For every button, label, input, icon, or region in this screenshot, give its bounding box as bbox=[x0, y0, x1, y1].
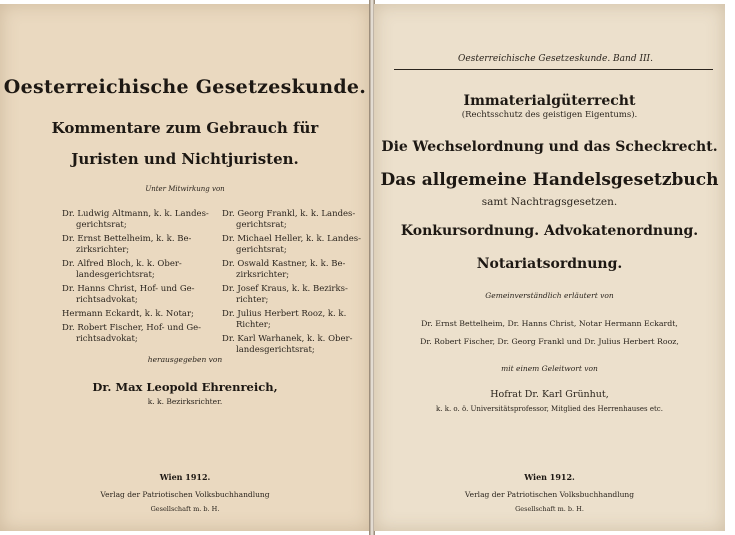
title-hgb-sub: samt Nachtragsgesetzen. bbox=[481, 196, 618, 208]
contributor-name: Dr. Hanns Christ, Hof- und Ge- bbox=[62, 284, 195, 294]
foreword-author-title: k. k. o. ö. Universitätsprofessor, Mitglied des Herrenhauses etc. bbox=[436, 405, 663, 413]
right-publisher: Verlag der Patriotischen Volksbuchhandlung bbox=[464, 490, 635, 499]
contributor-name: Dr. Robert Fischer, Hof- und Ge- bbox=[62, 323, 202, 333]
contributor-entry bbox=[222, 234, 372, 256]
contributor-entry bbox=[62, 284, 212, 306]
editor-name: Dr. Max Leopold Ehrenreich, bbox=[92, 380, 278, 394]
contributor-name: Dr. Oswald Kastner, k. k. Be- bbox=[222, 259, 346, 269]
left-subtitle-1: Kommentare zum Gebrauch für bbox=[51, 119, 319, 137]
contributor-role: gerichtsrat; bbox=[76, 220, 127, 230]
header-rule bbox=[394, 69, 713, 70]
contributor-role: landesgerichtsrat; bbox=[236, 345, 315, 355]
authors-line-1: Dr. Ernst Bettelheim, Dr. Hanns Christ, Notar Hermann Eckardt, bbox=[421, 319, 678, 328]
right-city-year: Wien 1912. bbox=[524, 472, 575, 482]
contributor-role: zirksrichter; bbox=[76, 245, 130, 255]
contributor-role: zirksrichter; bbox=[236, 270, 290, 280]
title-notariat: Notariatsordnung. bbox=[476, 256, 623, 272]
foreword-author: Hofrat Dr. Karl Grünhut, bbox=[490, 389, 609, 400]
contributor-role: gerichtsrat; bbox=[236, 245, 287, 255]
contributor-entry bbox=[62, 309, 212, 320]
contributor-entry bbox=[62, 209, 212, 231]
left-page bbox=[0, 4, 370, 531]
contributor-name: Dr. Alfred Bloch, k. k. Ober- bbox=[62, 259, 182, 269]
authors-line-2: Dr. Robert Fischer, Dr. Georg Frankl und Dr. Julius Herbert Rooz, bbox=[420, 337, 679, 346]
contributors-right-column bbox=[222, 209, 372, 359]
contributors-left-column bbox=[62, 209, 212, 348]
contributor-role: Richter; bbox=[236, 320, 271, 330]
contributor-role: richtsadvokat; bbox=[76, 295, 138, 305]
title-immaterial-sub: (Rechtsschutz des geistigen Eigentums). bbox=[461, 110, 638, 120]
title-wechsel: Die Wechselordnung und das Scheckrecht. bbox=[381, 139, 718, 155]
contributor-name: Dr. Julius Herbert Rooz, k. k. bbox=[222, 309, 347, 319]
contributor-name: Dr. Ernst Bettelheim, k. k. Be- bbox=[62, 234, 192, 244]
left-company: Gesellschaft m. b. H. bbox=[150, 505, 220, 513]
contributor-entry bbox=[62, 259, 212, 281]
title-hgb: Das allgemeine Handelsgesetzbuch bbox=[380, 170, 719, 190]
contributor-name: Dr. Josef Kraus, k. k. Bezirks- bbox=[222, 284, 348, 294]
right-page bbox=[374, 4, 725, 531]
contributor-entry bbox=[222, 259, 372, 281]
title-immaterial: Immaterialgüterrecht bbox=[463, 93, 636, 109]
explained-by: Gemeinverständlich erläutert von bbox=[485, 291, 614, 300]
contributor-role: gerichtsrat; bbox=[236, 220, 287, 230]
contributor-role: landesgerichtsrat; bbox=[76, 270, 155, 280]
contributor-name: Dr. Ludwig Altmann, k. k. Landes- bbox=[62, 209, 209, 219]
series-header: Oesterreichische Gesetzeskunde. Band III. bbox=[458, 54, 653, 64]
collab-intro: Unter Mitwirkung von bbox=[145, 185, 225, 193]
title-konkurs: Konkursordnung. Advokatenordnung. bbox=[400, 223, 699, 239]
left-subtitle-2: Juristen und Nichtjuristen. bbox=[71, 150, 299, 168]
contributor-name: Dr. Karl Warhanek, k. k. Ober- bbox=[222, 334, 353, 344]
contributor-entry bbox=[222, 309, 372, 331]
left-city-year: Wien 1912. bbox=[159, 472, 211, 482]
contributor-name: Hermann Eckardt, k. k. Notar; bbox=[62, 309, 194, 319]
editor-title: k. k. Bezirksrichter. bbox=[147, 397, 223, 406]
contributor-entry bbox=[222, 334, 372, 356]
left-title: Oesterreichische Gesetzeskunde. bbox=[3, 76, 367, 98]
right-company: Gesellschaft m. b. H. bbox=[515, 505, 584, 513]
left-publisher: Verlag der Patriotischen Volksbuchhandlung bbox=[100, 490, 270, 499]
contributor-role: richter; bbox=[236, 295, 269, 305]
editor-intro: herausgegeben von bbox=[147, 355, 223, 364]
contributor-entry bbox=[222, 284, 372, 306]
contributor-entry bbox=[222, 209, 372, 231]
contributor-entry bbox=[62, 234, 212, 256]
contributor-name: Dr. Georg Frankl, k. k. Landes- bbox=[222, 209, 356, 219]
foreword-intro: mit einem Geleitwort von bbox=[501, 364, 598, 373]
contributor-role: richtsadvokat; bbox=[76, 334, 138, 344]
contributor-entry bbox=[62, 323, 212, 345]
contributor-name: Dr. Michael Heller, k. k. Landes- bbox=[222, 234, 361, 244]
